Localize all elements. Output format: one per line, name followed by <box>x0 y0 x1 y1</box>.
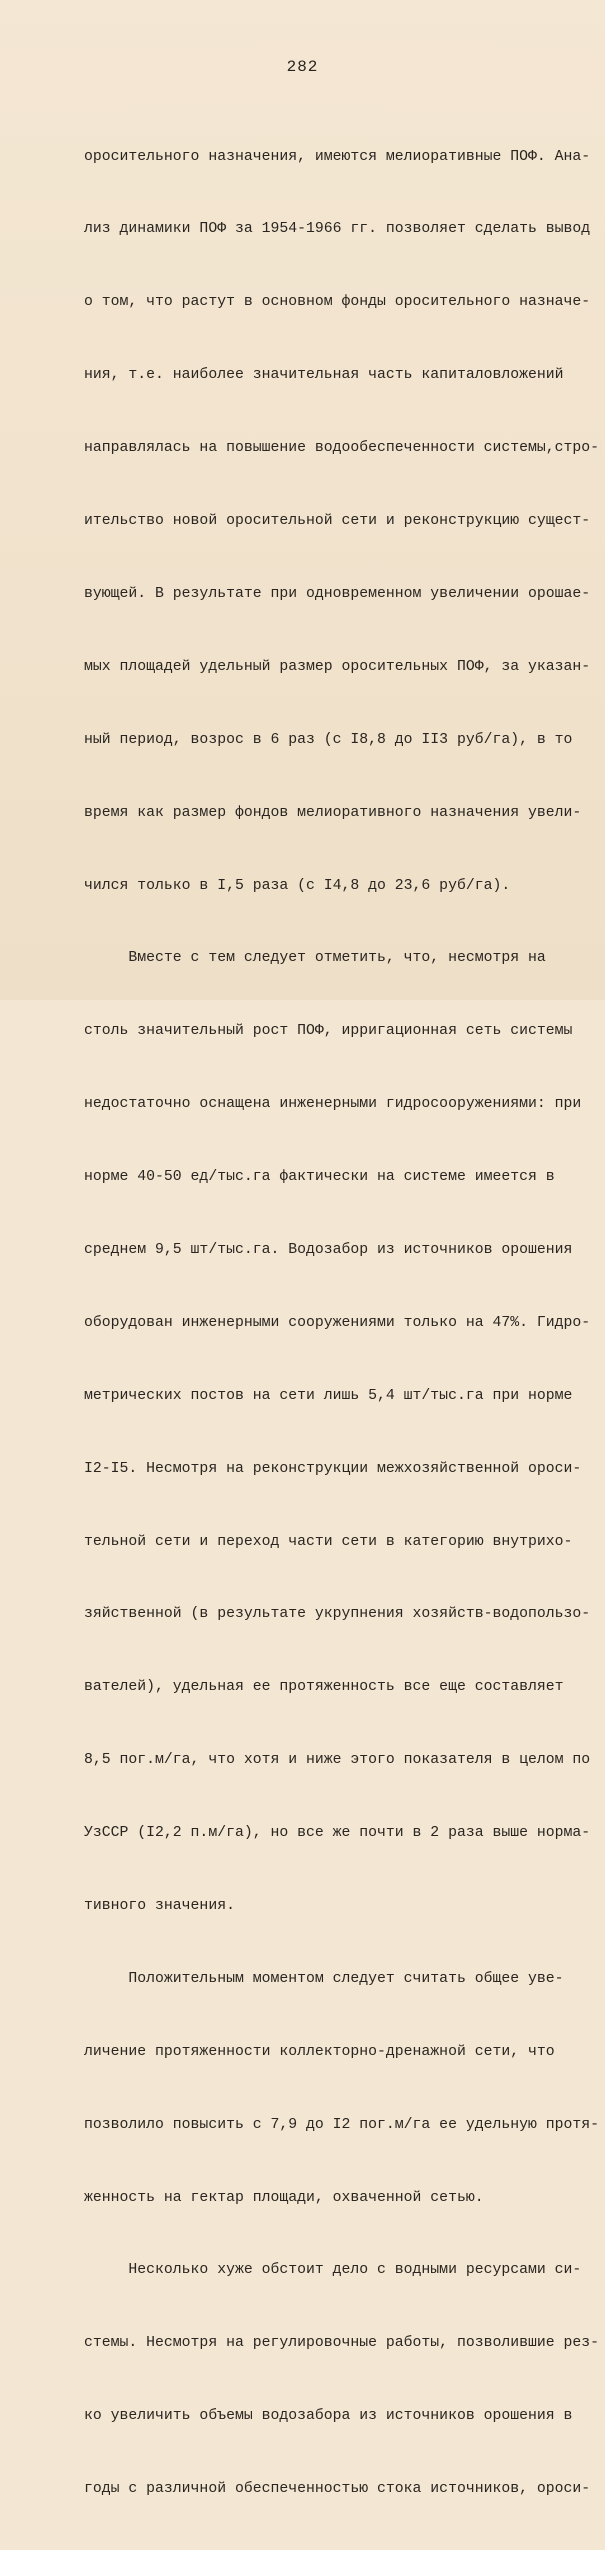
text-line: зяйственной (в результате укрупнения хозяйств-водопользо- <box>84 1606 591 1623</box>
text-line: лиз динамики ПОФ за 1954-1966 гг. позволяет сделать вывод <box>84 221 591 238</box>
text-line: Положительным моментом следует считать общее уве- <box>84 1970 564 1987</box>
text-line: 8,5 пог.м/га, что хотя и ниже этого показателя в целом по <box>84 1752 591 1769</box>
text-line: Вместе с тем следует отметить, что, несмотря на <box>84 950 546 967</box>
text-line: ный период, возрос в 6 раз (с I8,8 до II3 руб/га), в то <box>84 731 573 748</box>
text-line: столь значительный рост ПОФ, ирригационная сеть системы <box>84 1023 573 1040</box>
text-line: направлялась на повышение водообеспеченности системы,стро- <box>84 440 600 457</box>
body-text <box>84 96 600 2550</box>
text-line: годы с различной обеспеченностью стока источников, ороси- <box>84 2481 591 2498</box>
text-line: позволило повысить с 7,9 до I2 пог.м/га ее удельную протя- <box>84 2116 600 2133</box>
text-line: о том, что растут в основном фонды оросительного назначе- <box>84 294 591 311</box>
text-line: оборудован инженерными сооружениями только на 47%. Гидро- <box>84 1314 591 1331</box>
text-line: личение протяженности коллекторно-дренажной сети, что <box>84 2043 555 2060</box>
text-line: метрических постов на сети лишь 5,4 шт/тыс.га при норме <box>84 1387 573 1404</box>
text-line: время как размер фондов мелиоративного назначения увели- <box>84 804 582 821</box>
text-line: ительство новой оросительной сети и реконструкцию сущест- <box>84 513 591 530</box>
text-line: вующей. В результате при одновременном увеличении орошае- <box>84 585 591 602</box>
text-line: ко увеличить объемы водозабора из источников орошения в <box>84 2408 573 2425</box>
text-line: ния, т.е. наиболее значительная часть капиталовложений <box>84 367 564 384</box>
text-line: I2-I5. Несмотря на реконструкции межхозяйственной ороси- <box>84 1460 582 1477</box>
text-line: вателей), удельная ее протяженность все еще составляет <box>84 1679 564 1696</box>
text-line: недостаточно оснащена инженерными гидросооружениями: при <box>84 1096 582 1113</box>
text-line: УзССР (I2,2 п.м/га), но все же почти в 2 раза выше норма- <box>84 1825 591 1842</box>
text-line: среднем 9,5 шт/тыс.га. Водозабор из источников орошения <box>84 1241 573 1258</box>
text-line: тельной сети и переход части сети в категорию внутрихо- <box>84 1533 573 1550</box>
page-number: 282 <box>286 58 319 76</box>
text-line: мых площадей удельный размер оросительных ПОФ, за указан- <box>84 658 591 675</box>
text-line: тивного значения. <box>84 1897 235 1914</box>
text-line: Несколько хуже обстоит дело с водными ресурсами си- <box>84 2262 582 2279</box>
text-line: чился только в I,5 раза (с I4,8 до 23,6 руб/га). <box>84 877 511 894</box>
text-line: стемы. Несмотря на регулировочные работы, позволившие рез- <box>84 2335 600 2352</box>
text-line: оросительного назначения, имеются мелиоративные ПОФ. Ана- <box>84 148 591 165</box>
text-line: норме 40-50 ед/тыс.га фактически на системе имеется в <box>84 1169 555 1186</box>
text-line: женность на гектар площади, охваченной сетью. <box>84 2189 484 2206</box>
